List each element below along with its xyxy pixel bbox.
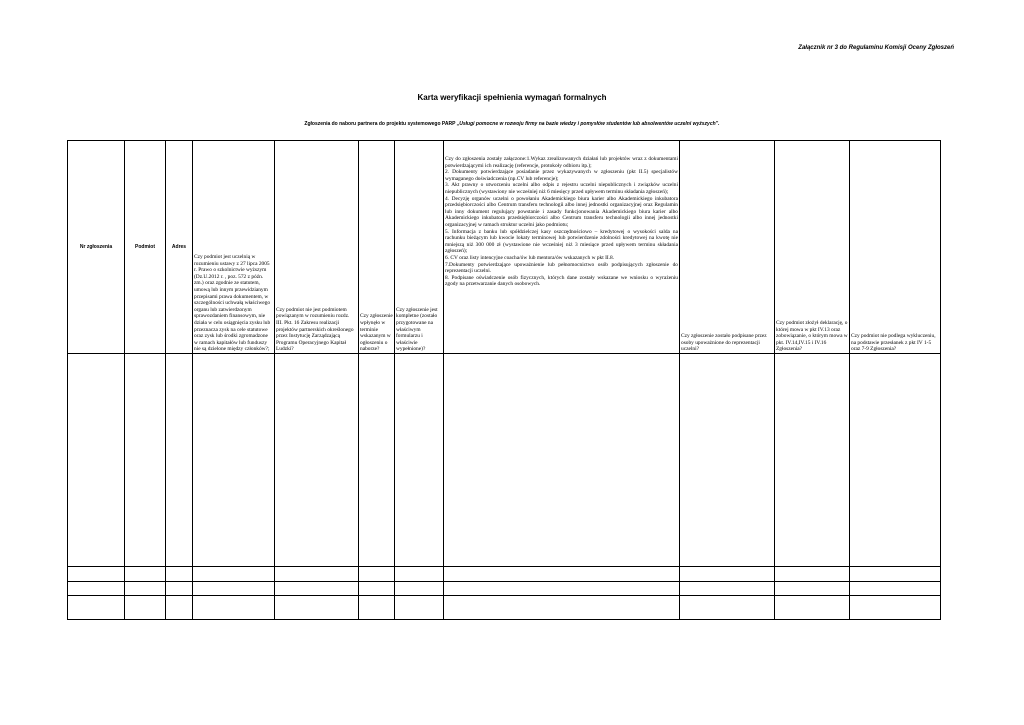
verification-table (67, 140, 941, 620)
cell[interactable] (125, 354, 166, 567)
cell[interactable] (166, 582, 193, 596)
cell[interactable] (359, 354, 395, 567)
document-subtitle (0, 121, 1024, 127)
cell[interactable] (193, 567, 275, 582)
cell[interactable] (68, 582, 125, 596)
col-header-attachments (444, 141, 680, 354)
annex-note: Załącznik nr 3 do Regulaminu Komisji Oceny Zgłoszeń (798, 45, 954, 51)
subtitle-project-name: „Usługi pomocne w rozwoju firmy na bazie wiedzy i pomysłów studentów lub absolwentów uczelni wyższych”. (456, 121, 720, 127)
cell[interactable] (359, 567, 395, 582)
table-row (68, 596, 941, 620)
col-header-submitted-on-time: Czy zgłoszenie wpłynęło w terminie wskazanym w ogłoszeniu o naborze? (359, 141, 395, 354)
cell[interactable] (125, 582, 166, 596)
cell[interactable] (193, 582, 275, 596)
cell[interactable] (444, 567, 680, 582)
cell[interactable] (275, 596, 359, 620)
cell[interactable] (395, 354, 444, 567)
cell[interactable] (125, 567, 166, 582)
col-header-exclusion: Czy podmiot nie podlega wykluczeniu, na podstawie przesłanek z pkt IV 1-5 oraz 7-9 Zgłoszenia? (850, 141, 941, 354)
cell[interactable] (68, 354, 125, 567)
cell[interactable] (444, 582, 680, 596)
cell[interactable] (193, 354, 275, 567)
cell[interactable] (193, 596, 275, 620)
cell[interactable] (166, 596, 193, 620)
cell[interactable] (395, 596, 444, 620)
table-row (68, 567, 941, 582)
cell[interactable] (395, 582, 444, 596)
cell[interactable] (275, 354, 359, 567)
col-header-related-entity: Czy podmiot nie jest podmiotem powiązanym w rozumieniu rozdz. III. Pkt. 16 Zakresu realizacji projektów partnerskich określonego przez Instytucję Zarządzającą Programu Operacyjnego Kapitał Ludzki? (275, 141, 359, 354)
cell[interactable] (359, 582, 395, 596)
cell[interactable] (166, 354, 193, 567)
cell[interactable] (775, 596, 850, 620)
col-header-university-status: Czy podmiot jest uczelnią w rozumieniu ustawy z 27 lipca 2005 r. Prawo o szkolnictwie wyższym (Dz.U.2012 r. , poz. 572 z późn. zm.) oraz zgodnie ze statutem, umową lub innym przewidzianym przepisami prawa dokumentem, w szczególności uchwałą właściwego organu lub zatwierdzonym sprawozdaniem finansowym, nie działa w celu osiągnięcia zysku lub przeznacza zysk na cele statutowe oraz zysk lub środki zgromadzone w ramach kapitałów lub funduszy nie są dzielone między członków?; (193, 141, 275, 354)
table-row (68, 354, 941, 567)
header-row (68, 141, 941, 354)
cell[interactable] (680, 567, 775, 582)
cell[interactable] (775, 567, 850, 582)
subtitle-prefix: Zgłoszenia do naboru partnera do projektu systemowego PARP (304, 121, 456, 127)
cell[interactable] (850, 582, 941, 596)
col-header-declaration: Czy podmiot złożył deklarację, o której mowa w pkt IV.13 oraz zobowiązanie, o którym mowa w pkt. IV.14,IV.15 i IV.16 Zgłoszenia? (775, 141, 850, 354)
cell[interactable] (444, 354, 680, 567)
cell[interactable] (680, 354, 775, 567)
cell[interactable] (850, 354, 941, 567)
cell[interactable] (850, 567, 941, 582)
col-header-application-number: Nr zgłoszenia (68, 141, 125, 354)
cell[interactable] (359, 596, 395, 620)
cell[interactable] (125, 596, 166, 620)
col-header-complete: Czy zgłoszenie jest kompletne (zostało przygotowane na właściwym formularzu i właściwie wypełnione)? (395, 141, 444, 354)
document-title: Karta weryfikacji spełnienia wymagań formalnych (417, 93, 607, 102)
attachments-text: Czy do zgłoszenia zostały załączone:1.Wykaz zrealizowanych działań lub projektów wraz z dokumentami potwierdzającymi ich realizację (referencje, protokoły odbioru itp.); 2. Dokumenty potwierdzające posiadanie przez wykazywanych w zgłoszeniu (pkt II.5) specjalistów wymaganego doświadczenia (np.CV lub referencje); 3. Akt prawny o utworzeniu uczelni albo odpis z rejestru uczelni niepublicznych i związków uczelni niepublicznych (wystawiony nie wcześniej niż 6 miesięcy przed upływem terminu składania zgłoszeń); 4. Decyzję organów uczelni o powołaniu Akademickiego biura karier albo Akademickiego inkubatora przedsiębiorczości albo Centrum transferu technologii albo innej jednostki organizacyjnej oraz Regulamin lub inny dokument regulujący powstanie i zasady funkcjonowania Akademickiego biura karier albo Akademickiego inkubatora przedsiębiorczości albo Centrum transferu technologii albo innej jednostki organizacyjnej w ramach struktur uczelni jako podmiotu; 5. Informacja z banku lub spółdzielczej kasy oszczędnościowo – kredytowej o wysokości salda na rachunku bieżącym lub kwocie lokaty terminowej lub potwierdzenie zdolności kredytowej na kwotę nie mniejszą niż 300 000 zł (wystawione nie wcześniej niż 3 miesiące przed upływem terminu składania zgłoszeń); 6. CV oraz listy intencyjne coacha/ów lub mentora/ów wskazanych w pkt II.8. 7.Dokumenty potwierdzające upoważnienie lub pełnomocnictwo osób podpisujących zgłoszenie do reprezentacji uczelni. 8. Podpisane oświadczenie osób fizycznych, których dane zostały wskazane we wniosku o wyrażeniu zgody na przetwarzanie danych osobowych. (445, 156, 678, 288)
table-row (68, 582, 941, 596)
cell[interactable] (68, 567, 125, 582)
col-header-entity: Podmiot (125, 141, 166, 354)
cell[interactable] (775, 354, 850, 567)
cell[interactable] (444, 596, 680, 620)
cell[interactable] (275, 582, 359, 596)
col-header-address: Adres (166, 141, 193, 354)
cell[interactable] (395, 567, 444, 582)
cell[interactable] (680, 596, 775, 620)
col-header-signed: Czy zgłoszenie zostało podpisane przez osoby upoważnione do reprezentacji uczelni? (680, 141, 775, 354)
cell[interactable] (166, 567, 193, 582)
cell[interactable] (775, 582, 850, 596)
cell[interactable] (275, 567, 359, 582)
cell[interactable] (68, 596, 125, 620)
cell[interactable] (680, 582, 775, 596)
cell[interactable] (850, 596, 941, 620)
